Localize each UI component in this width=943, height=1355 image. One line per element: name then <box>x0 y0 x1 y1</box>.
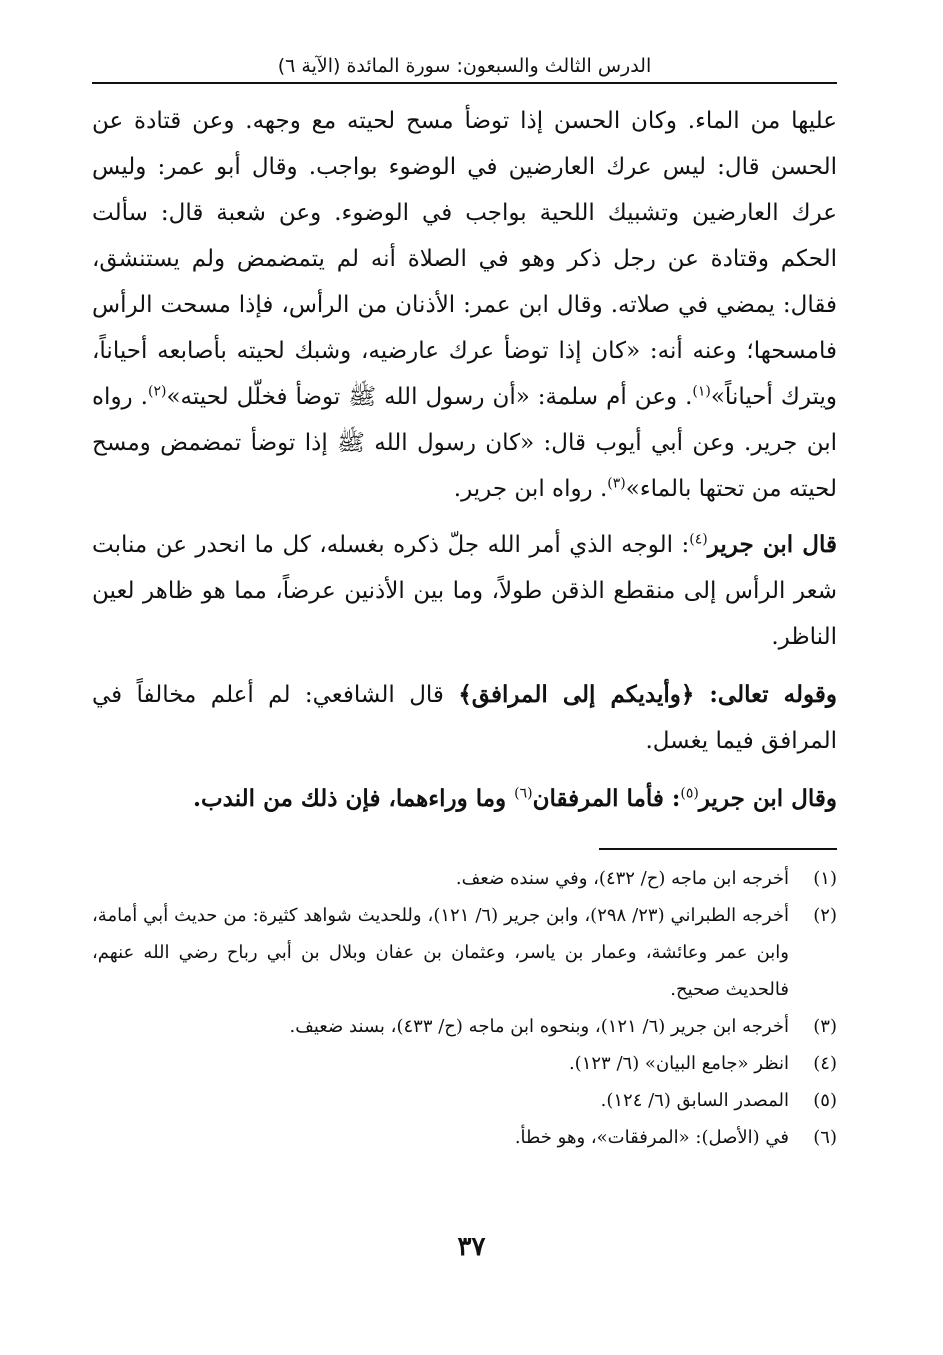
footnote-number: (٦) <box>813 1127 837 1148</box>
page-number: ٣٧ <box>457 1232 486 1262</box>
footnote-5 <box>92 1082 837 1119</box>
footnote-ref-4[interactable]: (٤) <box>689 531 708 548</box>
paragraph-1-text-d: . رواه ابن جرير. <box>453 476 608 502</box>
paragraph-1-text-c: . رواه ابن جرير. وعن أبي أيوب قال: «كان رسول الله ﷺ إذا توضأ تمضمض ومسح لحيته من تحتها بالماء» <box>92 384 837 502</box>
footnote-number: (٤) <box>813 1053 837 1074</box>
paragraph-2-lead: قال ابن جرير <box>707 531 838 558</box>
footnote-number: (١) <box>813 868 837 889</box>
footnote-4 <box>92 1045 837 1082</box>
paragraph-4-text-a: : فأما المرفقان <box>532 785 681 812</box>
main-text <box>92 98 837 822</box>
paragraph-verse-elbows <box>92 672 837 764</box>
paragraph-3-text: قال الشافعي: لم أعلم مخالفاً في المرافق فيما يغسل. <box>92 682 837 754</box>
running-header-title: الدرس الثالث والسبعون: سورة المائدة (الآية ٦) <box>277 55 652 77</box>
footnote-ref-1[interactable]: (١) <box>692 383 711 400</box>
footnote-ref-2[interactable]: (٢) <box>147 383 167 400</box>
footnote-ref-5[interactable]: (٥) <box>680 785 699 802</box>
footnotes <box>92 860 837 1156</box>
paragraph-4-text-b: وما وراءهما، فإن ذلك من الندب. <box>192 785 515 812</box>
footnote-ref-6[interactable]: (٦) <box>514 785 533 802</box>
paragraph-3-lead: وقوله تعالى: ﴿وأيديكم إلى المرافق﴾ <box>458 681 837 708</box>
running-header <box>92 52 837 84</box>
paragraph-ibn-jarir-face <box>92 522 837 660</box>
footnote-1 <box>92 860 837 897</box>
footnote-2 <box>92 897 837 1008</box>
paragraph-4-lead: وقال ابن جرير <box>698 785 837 812</box>
footnote-6 <box>92 1119 837 1156</box>
footnote-3 <box>92 1008 837 1045</box>
paragraph-1-text-b: . وعن أم سلمة: «أن رسول الله ﷺ توضأ فخلّل لحيته» <box>166 384 693 410</box>
footnote-text: أخرجه ابن جرير (٦/ ١٢١)، وبنحوه ابن ماجه (ح/ ٤٣٣)، بسند ضعيف. <box>289 1016 789 1037</box>
paragraph-hadith-beard <box>92 98 837 512</box>
footnote-text: انظر «جامع البيان» (٦/ ١٢٣). <box>568 1053 789 1074</box>
footnote-text: أخرجه ابن ماجه (ح/ ٤٣٢)، وفي سنده ضعف. <box>455 868 789 889</box>
paragraph-1-text: عليها من الماء. وكان الحسن إذا توضأ مسح لحيته مع وجهه. وعن قتادة عن الحسن قال: ليس عرك العارضين في الوضوء بواجب. وقال أبو عمر: وليس عرك العارضين وتشبيك اللحية بواجب في الوضوء. وعن شعبة قال: سألت الحكم وقتادة عن رجل ذكر وهو في الصلاة أنه لم يتمضمض ولم يستنشق، فقال: يمضي في صلاته. وقال ابن عمر: الأذنان من الرأس، فإذا مسحت الرأس فامسحها؛ وعنه أنه: «كان إذا توضأ عرك عارضيه، وشبك لحيته بأصابعه أحياناً، ويترك أحياناً» <box>92 108 838 410</box>
paragraph-2-text: : الوجه الذي أمر الله جلّ ذكره بغسله، كل ما انحدر عن منابت شعر الرأس إلى منقطع الذقن طولاً، وما بين الأذنين عرضاً، مما هو ظاهر لعين الناظر. <box>92 532 837 650</box>
footnote-number: (٥) <box>813 1090 837 1111</box>
footnote-text: في (الأصل): «المرفقات»، وهو خطأ. <box>514 1127 789 1148</box>
footnote-separator <box>599 848 837 850</box>
footnote-text: المصدر السابق (٦/ ١٢٤). <box>600 1090 789 1111</box>
footnote-number: (٢) <box>813 905 837 926</box>
book-page <box>92 52 837 1156</box>
paragraph-ibn-jarir-elbows <box>92 776 837 822</box>
footnote-text: أخرجه الطبراني (٢٣/ ٢٩٨)، وابن جرير (٦/ ١٢١)، وللحديث شواهد كثيرة: من حديث أبي أمامة، وابن عمر وعائشة، وعمار بن ياسر، وعثمان بن عفان وبلال بن أبي رباح رضي الله عنهم، فالحديث صحيح. <box>92 905 789 1000</box>
footnote-ref-3[interactable]: (٣) <box>607 475 626 492</box>
footnote-number: (٣) <box>813 1016 837 1037</box>
